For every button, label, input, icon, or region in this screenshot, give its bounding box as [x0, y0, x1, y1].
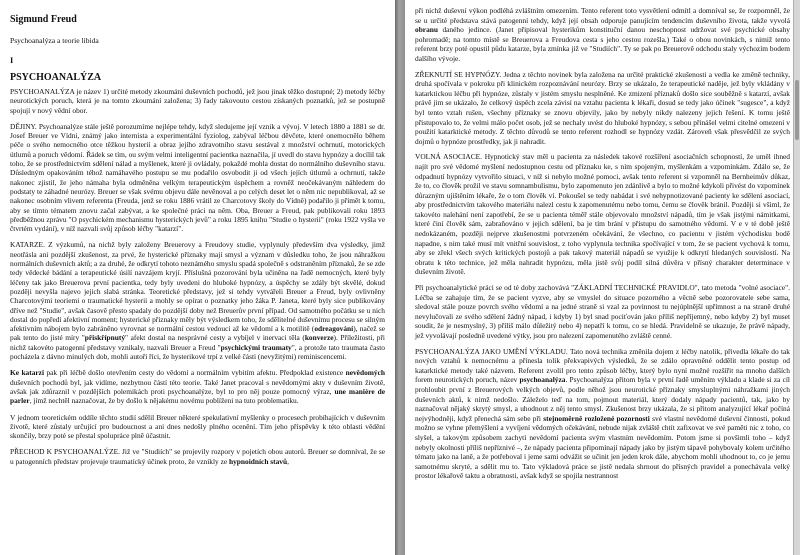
paragraph — [415, 6, 790, 64]
bold-text-run: une manière de parler — [10, 386, 386, 406]
text-run: daného jedince. (Janet připisoval hysterikům konstituční danou neschopnost udržovat své psychické obsahy pohromadě; na tomto místě se Breuerova a Freudova cesta s jeho cestou rozešla.) Také o obou novinkách, s nimiž tento referent brzy poté opustil půdu katarze, byla zmínka již ve "Studiích". Ty se pak po Breuerově odchodu staly výchozím bodem dalšího vývoje. — [415, 25, 790, 63]
text-run: své vlastní nevědomé duševní činnosti, pokud možno se vyhne přemýšlení a vyvíjení vědomých očekávání, nebude nijak zvláště chtít zafixovat ve své paměti nic z toho, co slyšel, a takovým způsobem zachytí nevědomí pacienta svým vlastním nevědomím. Potom jsme si povšimli toho – když nebyly okolnosti příliš nepříznivé –, že nápady pacienta připomínají nápady jako by jistým tápavě pohybovaly kolem určitého tématu jako na laně, a že potřeboval i jeme sami odvážit se učinit jen jeden krok dále, abychom mohli uhodnout to, co je jemu samotnému skryté, a sdělit mu to. Tato výkladová práce se jistě nedala shrnout do přísných pravidel a ponechávala velký prostor lékařově taktu a obratnosti, avšak když se spojila nestrannost — [415, 413, 790, 481]
text-run: , jímž nechtěl naznačovat, že by došlo k nějakému novému poblíženi na tuto problematiku. — [29, 396, 299, 406]
text-run: pak při léčbě došlo otevřením cesty do vědomí a normálním vybitím afektu. Předpoklad existence — [44, 368, 346, 378]
paragraph — [10, 368, 385, 405]
paragraph — [10, 413, 385, 441]
text-run: VOLNÁ ASOCIACE. Hypnotický stav měl u pacienta za následek takové rozšíření asociačních schopností, že uměl ihned najít pro své vědomé myšlení nedostupnou cestu od příznaku ke, s ním spojeným, myšlenkám a vzpomínkám. Zdálo se, že odpadnutí hypnózy vytvořilo situaci, v níž si nebylo možné pomoci, avšak tento referent si vzpomněl na Bernheimův důkaz, že to, co člověk prožil ve stavu somnambulismu, bylo zapomenuto jen zdánlivě a bylo to možné kdykoli přivést do vzpomínek důrazným ujištěním lékaře, že o tom člověk ví. Pokoušel se tedy nabádat i své nehypnotizované pacienty ke sdělení asociací, aby prostřednictvím takového materiálu nalezl cestu k zapomenutému nebo tomu, čemu se člověk bránil. Později si všiml, že takovéto nalehání není zapotřebí, že se u pacienta téměř stále objevovalo množství nápadů, tím je však jistými námitkami, které činí člověk sám, zabraňováno v jejich sdělení, ba je tím brání v přístupu do samotného vědomí. V e v té době ještě nedokázaném, později nejprve zkušenostmi potvrzeném očekávání, že všechno, co pacientu v jistém východisku bodě napadne, s nim také musí mít vnitřní souvislost, z toho vyplynula technika spočívající v tom, že se pacient vychová k tomu, aby se zřekl všech svých kritických postojů a pak takový materiál nápadů se využije k odkrytí hledaných souvislostí. Na obratu k této technice, jež měla nahradit hypnózu, měla jistě svůj podíl silná důvěra v přísný charakter determinace v duševním životě. — [415, 152, 790, 277]
text-run: " afekt dostal na nesprávné cesty a vybíjel v inervaci těla ( — [125, 333, 305, 343]
text-run: KATARZE. Z výzkumů, na nichž byly založeny Breuerovy a Freudovy studie, vyplynuly především dva výsledky, jimž neotřásla ani pozdější zkušenost, za prvé, že hysterické příznaky mají smysl a význam v důsledku toho, že jsou náhražkou normálních duševních aktů; a za druhé, že odkrytí tohoto neznámého smyslu spadá společně s odstraněním příznaků, že se zde tedy vědecké bádání a terapeutické úsilí navzájem kryjí. Příslušná pozorování byla učiněna na řadě nemocných, které byly léčeny tak jako Breuerova první pacientka, tedy byly uvedeni do hluboké hypnózy, a úspěchy se zdály být skvělé, dokud později nevyšla najevo jejich slabá stránka. Teoretické představy, jež si tehdy vytvářeli Breuer a Freud, byly ovlivněny Charcotovými teoriemi o traumatické hysterii a mohly se opírat o poznatky jeho žáka P. Janeta, které byly sice publikovány dříve než "Studie", avšak časově přesto spadaly do pozdější doby než Breuerův první případ. Od samotného počátku se u nich dostal do popředí afektivní moment; hysterické příznaky měly být výsledkem toho, že sdělitelné duševnímu procesu se silným afektivním nábojem bylo zabráněno vyrovnat se normální cestou vedoucí až ke vědomí a k motilitě ( — [10, 240, 385, 334]
paragraph — [415, 347, 790, 481]
paragraph — [10, 447, 385, 466]
part-number: I — [10, 56, 14, 65]
bold-text-run: psychoanalýza — [519, 375, 566, 385]
section-heading: PSYCHOANALÝZA — [10, 72, 102, 83]
document-page-right — [405, 0, 800, 555]
vertical-scrollbar[interactable] — [793, 0, 800, 555]
text-run: při nichž duševní výkon podléhá zvláštním omezením. Tento referent toto vysvětlení odmítl a domníval se, že rozpomněl, že se u určité představa stává patogenní tehdy, když její obsah odporuje panujícím tendencím duševního života, takže vyvolá — [415, 6, 790, 25]
paragraph — [415, 152, 790, 277]
text-run: , — [287, 456, 289, 466]
paragraph — [10, 240, 385, 361]
document-page-left — [0, 0, 395, 555]
bold-text-run: obranu — [415, 25, 439, 35]
document-title: Sigmund Freud — [10, 14, 77, 25]
text-run: PSYCHOANALÝZA JAKO UMĚNÍ VÝKLADU. Tato nová technika změnila dojem z léčby natolik, přivedla lékaře do tak nových vztahů k nemocnému a přinesla tolik překvapivých výsledků, že se zdálo opravněné oddělit tento postup od katarktické metody také názvem. Referent zvolil pro tento způsob léčby, který bylo nyní možné rozšířit na mnoho dalších forem neurotických poruch, název — [415, 346, 790, 385]
text-run: . Psychoanalýza přitom byla v první řadě uměním výkladu a klade si za cíl prohloubit první z Breuerových velkých objevů, podle něhož jsou neurotické příznaky smysluplnými náhražkami jiných duševních aktů, k nimž nedošlo. Záleželo teď na tom, pojmout materiál, který dodaly nápady pacientů, tak, jako by naznačoval nějaký skrytý smysl, a uhodnout z něj tento smysl. Zkušenost brzy ukázala, že si přitom analyzující lékař počíná nejvýhodněji, když přenechá sám sebe při — [415, 375, 790, 423]
paragraph — [10, 87, 385, 115]
text-run: DĚJINY. Psychoanalýze stále ještě porozumíme nejlépe tehdy, když sledujeme její vznik a vývoj. V letech 1880 a 1881 se dr. Josef Breuer ve Vídni, známý jako internista a experimentální fyziolog, zabýval léčbou děvčete, které onemocnělo během péče o svého nemocného otce těžkou hysterií a obraz jejího zdravotního stavu sestával z množství ochrnutí, motorických útlumů a poruch vědomí. Řádek se tím, ou svým velmi inteligentní pacientka naznačila, jí uvedl do stavu hypnózy a docílil tak toho, že se prostřednictvím sdělení nálad a myšlenek, které ji ovládaly, pokaždé mohla dostat do normálního duševního stavu. Důsledným opakováním téhož namáhavého postupu se mu podařilo osvobodit ji od všech jejích útlumů a ochrnutí, takže nakonec zjistil, že jeho námaha byla odměněna velkým terapeutickým úspěchem a rovněž neočekávaným náhledem do podstaty te záhadné neurózy. Breuer se však svému objevu dále nevěnoval a po celých deset let o něm nic nepublikoval, až se nakonec osobním vlivem referenta (Freuda, jenž se roku 1886 vrátil ze Charcotovy školy do Vídně) podařilo ji přimět k tomu, aby se tímto tématem znovu začal zabývat, a ke společné práci na něm. Oba, Breuer a Freud, pak publikovali roku 1893 předběžnou zprávu "O psychickém mechanismu hysterických jevů" a roku 1895 knihu "Studie o hysterii" (roku 1922 vyšla ve čtvrtém vydání), v níž nazvali svůj způsob léčby "katarzí". — [10, 121, 385, 234]
text-run: ZŘEKNUTÍ SE HYPNÓZY. Jedna z těchto novinek byla založena na určité praktické zkušenosti a vedla ke změně techniky, druhá spočívala v pokroku při klinickém rozpoznávání neurózy. Brzy se ukázalo, že terapeutické naděje, jež byly vkládány v katarktickou léčbu při hypnóze, zůstaly v jistém smyslu nesplněné. Ke zmizení příznaků došlo sice souběžně s katarzí, avšak právě jim se ukázalo, že celkový úspěch zcela závisí na vztahu pacienta k lékaři, dosud se tedy jako účinek "sugesce", a když byl tento vztah rušen, všechny příznaky se znovu objevily, jako by nebyly nikdy nalezeny jejich řešení. K tomu ještě přistupovalo to, že velmi málo počet osob, jež se nechaly uvést do hluboké hypnózy, s sebou přinášel velmi citelné omezení v použití katarktické metody. Z těchto důvodů se tento referent rozhodl se hypnózy vzdát. Zároveň však přesvědčil ze svých dojmů o hypnóze prostředky, jak ji nahradit. — [415, 69, 790, 146]
left-paragraphs — [10, 87, 385, 466]
page-gutter — [395, 0, 405, 555]
bold-text-run: konverze — [304, 333, 334, 343]
text-run: ", a protože tato traumata často pocházela z dávno minulých dob, mohli autoři říci, že hysterikové trpí z velké části (nevyžitými) reminiscencemi. — [10, 342, 385, 362]
scrollbar-thumb[interactable] — [795, 80, 799, 140]
text-run: PSYCHOANALÝZA je název 1) určité metody zkoumání duševních pochodů, jež jsou jinak těžko dostupné; 2) metody léčby neurotických poruch, která je na tomto zkoumání založena; 3) řady takovouto cestou získaných poznatků, jež se postupně spojují v nový vědní obor. — [10, 87, 385, 115]
text-run: ). Příležitosti, při nichž takovéto patogenní představy vznikaly, nazvali Breuer a Freud " — [10, 333, 385, 352]
bold-text-run: psychickými traumaty — [220, 342, 292, 352]
paragraph — [10, 122, 385, 234]
paragraph — [415, 283, 790, 341]
bold-text-run: Ke katarzi — [10, 368, 45, 378]
text-run: Při psychoanalytické práci se od té doby zachovává "ZÁKLADNÍ TECHNICKÉ PRAVIDLO", tato metoda "volné asociace". Léčba se zahajuje tím, že se pacient vyzve, aby se vmyslel do situace pozorného a věcně sebe pozorovatele sebe sama, sledoval stále pouze povrch svého vědomí a na jedné straně si vzal za povinnost tu nejúplnější upřímnost a na straně druhé nevylučovali ze svého sdělení žádný nápad, i kdyby 1) byl snad pociťován jako příliš nepříjemný, nebo kdyby 2) byl muset soudit, že je nesmyslný, 3) příliš málo důležitý nebo 4) nepatří k tomu, co se hledá. Pravidelně se ukazuje, že právě nápady, jež vyvolávají posledně uvedené výtky, jsou pro nalezení zapomenutého zvláště cenné. — [415, 283, 790, 340]
bold-text-run: odreagování — [314, 324, 354, 334]
paragraph — [415, 70, 790, 147]
bold-text-run: nevědomých — [345, 368, 386, 378]
text-run: ), načež se pak tento do jisté míry " — [10, 324, 385, 343]
text-run: PŘECHOD K PSYCHOANALÝZE. Již ve "Studiích" se projevily rozpory v pojetích obou autorů. Breuer se domníval, že se u patogenních představ projevuje traumatický účinek proto, že vznikly ze — [10, 447, 385, 466]
text-run: V jednom teoretickém oddíle těchto studií sdělil Breuer některé spekulativní myšlenky o procesech probíhajících v duševním životě, které zůstaly určující pro budoucnost a ani dnes nedošly plného ocenění. Tím jeho příspěvky k této oblasti vědění skončily, brzy poté se přestal spolupráce plně účastnit. — [10, 412, 385, 441]
bold-text-run: hypnoidních stavů — [228, 456, 288, 466]
document-subtitle: Psychoanalýza a teorie libida — [10, 36, 99, 45]
right-paragraphs — [415, 6, 790, 481]
text-run: duševních pochodů byl, jak vidíme, nezbytnou částí této teorie. Také Janet pracoval s nevědomými akty v duševním životě, avšak jak zdůraznil v pozdějších polemikách proti psychoanalýze, byl to pro něj pouze pomocný výraz, — [10, 377, 385, 396]
bold-text-run: přiskřípnutý — [84, 333, 126, 343]
bold-text-run: stejnoměrně rozložené pozornosti — [543, 413, 650, 423]
